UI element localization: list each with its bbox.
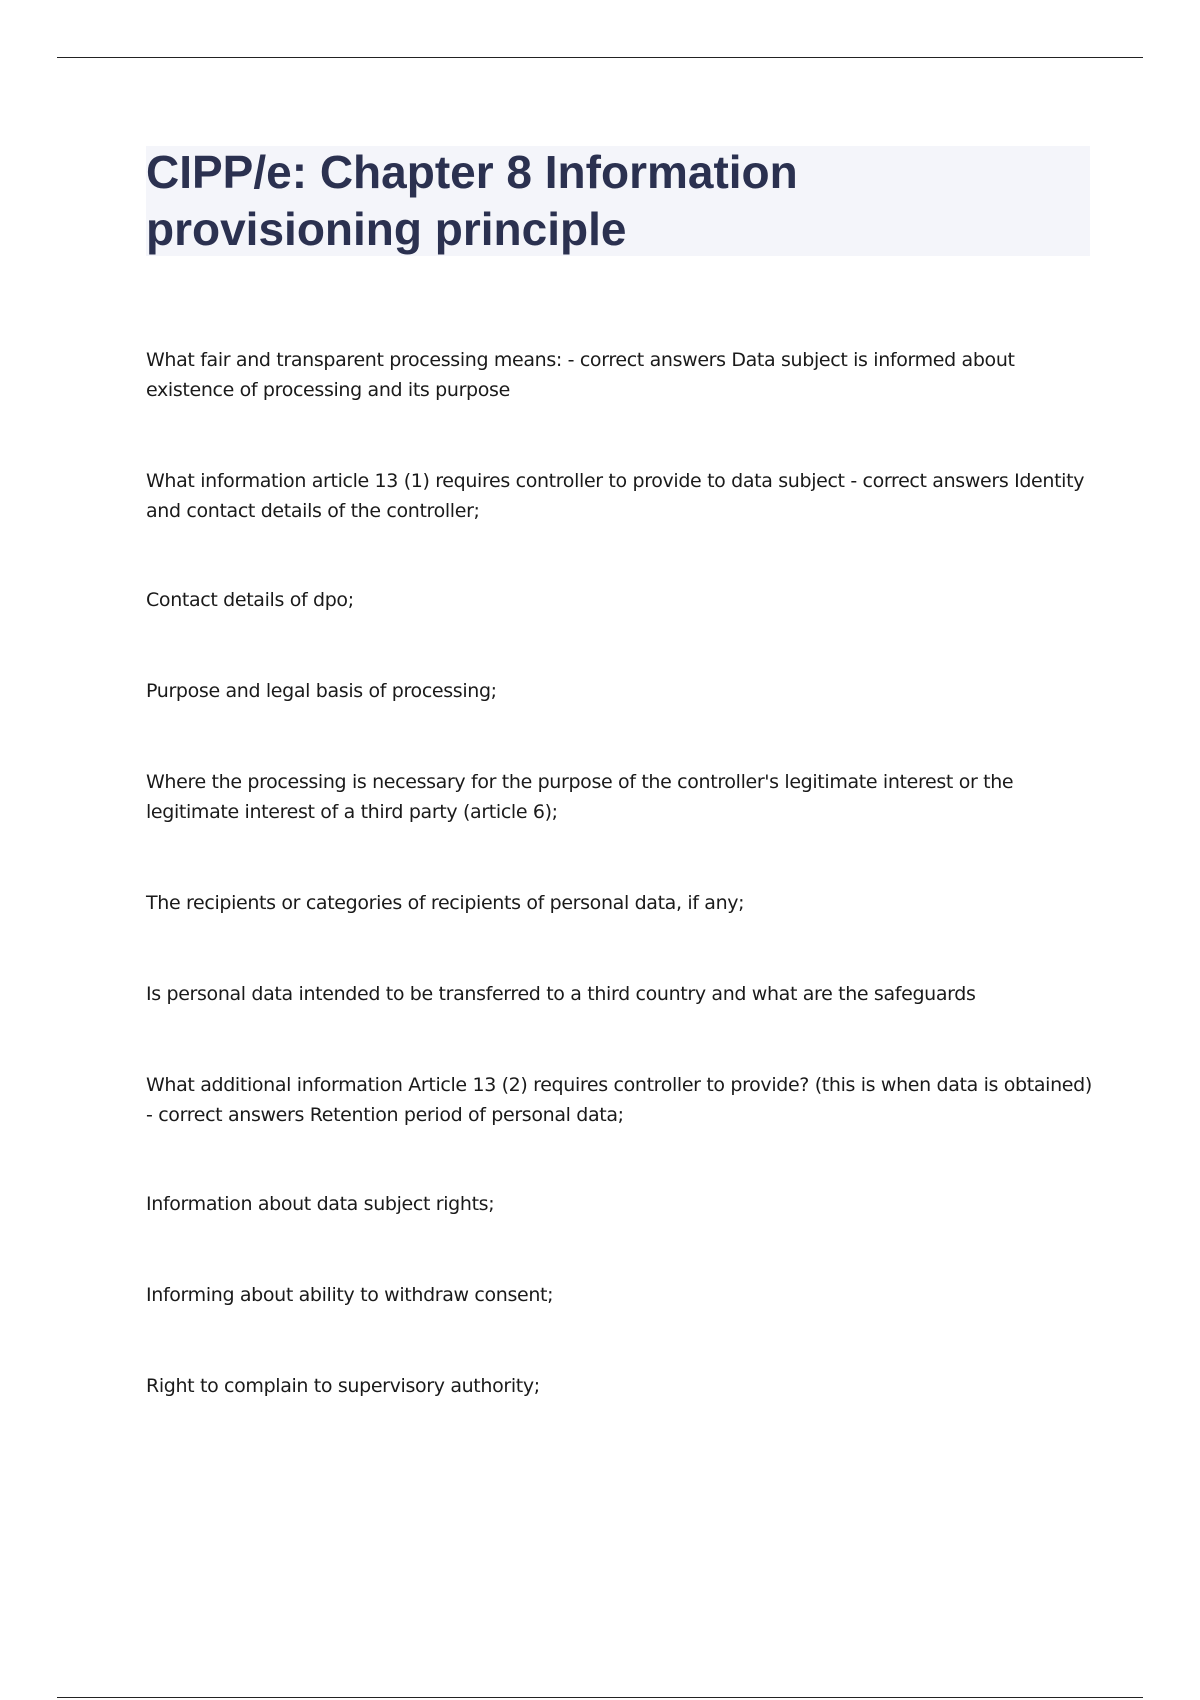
paragraph-recipients: The recipients or categories of recipients of personal data, if any; — [146, 892, 745, 914]
paragraph-legitimate-interest: Where the processing is necessary for the purpose of the controller's legitimate interest or the legitimate interest of a third party (article 6); — [146, 771, 1014, 823]
paragraph-purpose-legal-basis: Purpose and legal basis of processing; — [146, 680, 497, 702]
paragraph-fair-transparent: What fair and transparent processing means: - correct answers Data subject is informed about existence of processing and its purpose — [146, 349, 1015, 401]
paragraph-withdraw-consent: Informing about ability to withdraw consent; — [146, 1284, 554, 1306]
footer-rule — [57, 1697, 1143, 1698]
paragraph-dpo-contact: Contact details of dpo; — [146, 589, 354, 611]
paragraph-article-13-1: What information article 13 (1) requires controller to provide to data subject - correct answers Identity and contact details of the controller; — [146, 470, 1085, 522]
paragraph-third-country: Is personal data intended to be transferred to a third country and what are the safeguards — [146, 983, 976, 1005]
header-rule — [57, 57, 1143, 58]
paragraph-article-13-2: What additional information Article 13 (2) requires controller to provide? (this is when data is obtained) - correct answers Retention period of personal data; — [146, 1074, 1092, 1126]
document-title: CIPP/e: Chapter 8 Information provisioning principle — [146, 146, 798, 255]
paragraph-data-subject-rights: Information about data subject rights; — [146, 1193, 495, 1215]
paragraph-complain-authority: Right to complain to supervisory authority; — [146, 1375, 540, 1397]
